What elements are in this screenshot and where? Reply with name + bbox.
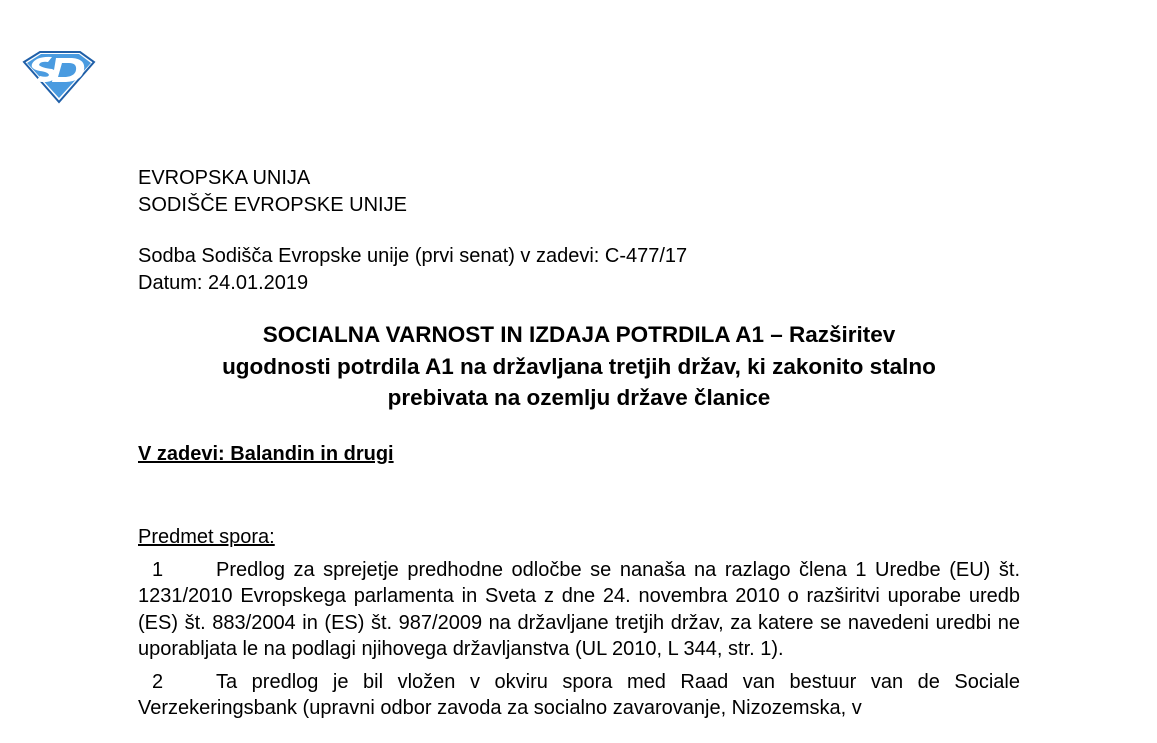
- paragraph-text: Predlog za sprejetje predhodne odločbe se nanaša na razlago člena 1 Uredbe (EU) št. 1231/2010 Evropskega parlamenta in Sveta z dne 24. novembra 2010 o razširitvi uporabe uredb (ES) št. 883/2004 in (ES) št. 987/2009 na državljane tretjih držav, za katere se navedeni uredbi ne uporabljata le na podlagi njihovega državljanstva (UL 2010, L 344, str. 1).: [138, 558, 1020, 660]
- paragraph-text: Ta predlog je bil vložen v okviru spora med Raad van bestuur van de Sociale Verzekeringsbank (upravni odbor zavoda za socialno zavarovanje, Nizozemska, v: [138, 670, 1020, 719]
- document-title: [138, 319, 1020, 414]
- paragraph-number: 1: [152, 558, 164, 581]
- subject-heading: Predmet spora:: [138, 525, 275, 548]
- document-body: [138, 165, 1020, 722]
- judgment-date: Datum: 24.01.2019: [138, 272, 309, 294]
- paragraph-number: 2: [152, 670, 164, 693]
- header-court: SODIŠČE EVROPSKE UNIJE: [138, 194, 407, 216]
- title-line-1: SOCIALNA VARNOST IN IZDAJA POTRDILA A1 – Razširitev: [262, 322, 896, 347]
- paragraph: [138, 669, 1020, 722]
- title-line-2: ugodnosti potrdila A1 na državljana tretjih držav, ki zakonito stalno: [222, 353, 936, 379]
- title-line-3: prebivata na ozemlju države članice: [387, 385, 771, 410]
- header-union: EVROPSKA UNIJA: [138, 167, 311, 189]
- case-heading: V zadevi: Balandin in drugi: [138, 442, 394, 465]
- judgment-reference: Sodba Sodišča Evropske unije (prvi senat) v zadevi: C-477/17: [138, 245, 688, 267]
- paragraph: [138, 557, 1020, 663]
- logo-icon: [22, 48, 96, 104]
